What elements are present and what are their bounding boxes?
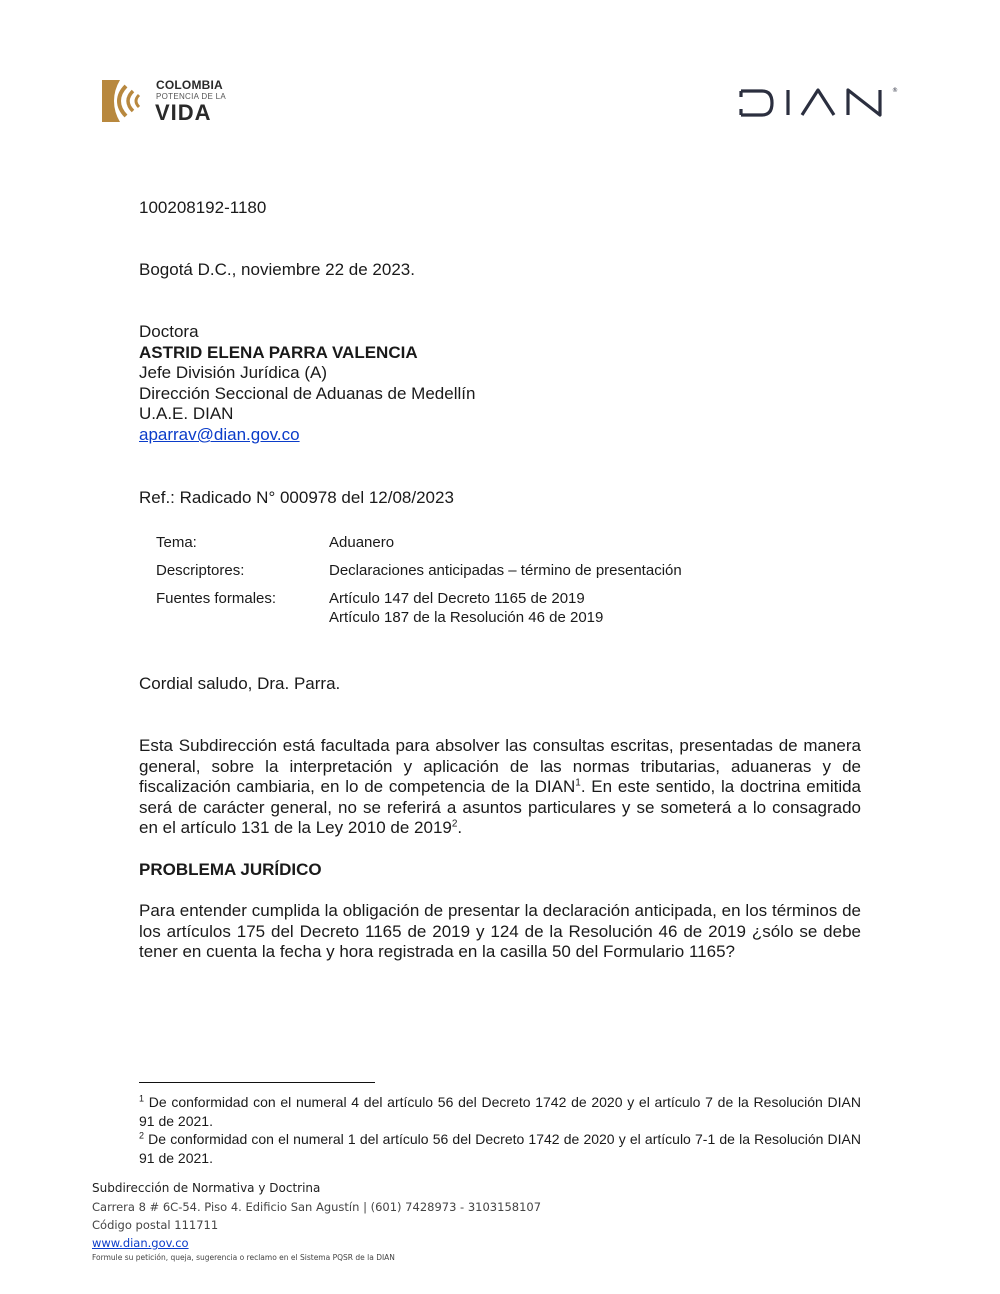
footer-note: Formule su petición, queja, sugerencia o reclamo en el Sistema PQSR de la DIAN xyxy=(92,1253,395,1262)
recipient-entity: U.A.E. DIAN xyxy=(139,404,234,424)
fuentes-values xyxy=(329,590,603,627)
section-heading-problema-juridico: PROBLEMA JURÍDICO xyxy=(139,860,322,879)
logo-line-2: POTENCIA DE LA xyxy=(156,92,226,101)
recipient-role: Jefe División Jurídica (A) xyxy=(139,363,328,383)
footnote-1-number: 1 xyxy=(139,1093,145,1104)
logo-line-3: VIDA xyxy=(155,100,212,125)
recipient-email-link[interactable]: aparrav@dian.gov.co xyxy=(139,424,300,444)
reference-line: Ref.: Radicado N° 000978 del 12/08/2023 xyxy=(139,488,454,507)
tema-value: Aduanero xyxy=(329,534,395,551)
footer-website-link[interactable]: www.dian.gov.co xyxy=(92,1236,189,1250)
recipient-name: ASTRID ELENA PARRA VALENCIA xyxy=(139,342,418,362)
recipient-office: Dirección Seccional de Aduanas de Medellín xyxy=(139,383,476,403)
fuentes-value-2: Artículo 187 de la Resolución 46 de 2019 xyxy=(329,608,604,626)
dian-wordmark-icon xyxy=(738,84,898,120)
paragraph-problema: Para entender cumplida la obligación de presentar la declaración anticipada, en los términos de los artículos 175 del Decreto 1165 de 2019 y 124 de la Resolución 46 de 2019 ¿sólo se debe tener en cuenta la fecha y hora registrada en la casilla 50 del Formulario 1165? xyxy=(139,901,861,962)
tema-label: Tema: xyxy=(156,534,197,551)
descriptores-value: Declaraciones anticipadas – término de presentación xyxy=(329,562,682,579)
footnote-2-text: De conformidad con el numeral 1 del artículo 56 del Decreto 1742 de 2020 y el artículo 7-1 de la Resolución DIAN 91 de 2021. xyxy=(139,1131,861,1166)
footer-office: Subdirección de Normativa y Doctrina xyxy=(92,1181,321,1195)
descriptores-label: Descriptores: xyxy=(156,562,245,579)
footnote-1-text: De conformidad con el numeral 4 del artículo 56 del Decreto 1742 de 2020 y el artículo 7 de la Resolución DIAN 91 de 2021. xyxy=(139,1094,861,1129)
footnote-ref-2[interactable]: 2 xyxy=(451,818,458,830)
footnote-separator xyxy=(139,1082,375,1083)
svg-text:®: ® xyxy=(892,87,898,94)
recipient-block xyxy=(139,322,475,446)
footnote-2-number: 2 xyxy=(139,1130,145,1141)
para1-text-c: . xyxy=(457,818,463,838)
paragraph-competencia xyxy=(139,736,861,839)
logo-line-1: COLOMBIA xyxy=(156,78,223,92)
footnote-ref-1[interactable]: 1 xyxy=(575,777,581,789)
colombia-emblem-icon xyxy=(98,76,152,126)
para1-text-a: Esta Subdirección está facultada para absolver las consultas escritas, presentadas de manera general, sobre la interpretación y aplicación de las normas tributarias, aduaneras y de fiscalización cambiaria, en lo de competencia de la DIAN xyxy=(139,736,861,797)
fuentes-value-1: Artículo 147 del Decreto 1165 de 2019 xyxy=(329,590,585,607)
footer-address: Carrera 8 # 6C-54. Piso 4. Edificio San Agustín | (601) 7428973 - 3103158107 xyxy=(92,1200,542,1214)
fuentes-label: Fuentes formales: xyxy=(156,590,277,607)
footnote-2 xyxy=(139,1130,861,1168)
footer-postal: Código postal 111711 xyxy=(92,1218,219,1232)
document-date: Bogotá D.C., noviembre 22 de 2023. xyxy=(139,260,415,279)
greeting: Cordial saludo, Dra. Parra. xyxy=(139,674,341,693)
para1-text-b: . En este sentido, la doctrina emitida será de carácter general, no se referirá a asuntos particulares y se someterá a lo consagrado en el artículo 131 de la Ley 2010 de 2019 xyxy=(139,777,862,838)
document-number: 100208192-1180 xyxy=(139,198,267,217)
dian-logo xyxy=(738,84,898,120)
colombia-potencia-de-la-vida-logo xyxy=(98,76,238,128)
recipient-title: Doctora xyxy=(139,322,199,341)
footnote-1 xyxy=(139,1093,861,1131)
